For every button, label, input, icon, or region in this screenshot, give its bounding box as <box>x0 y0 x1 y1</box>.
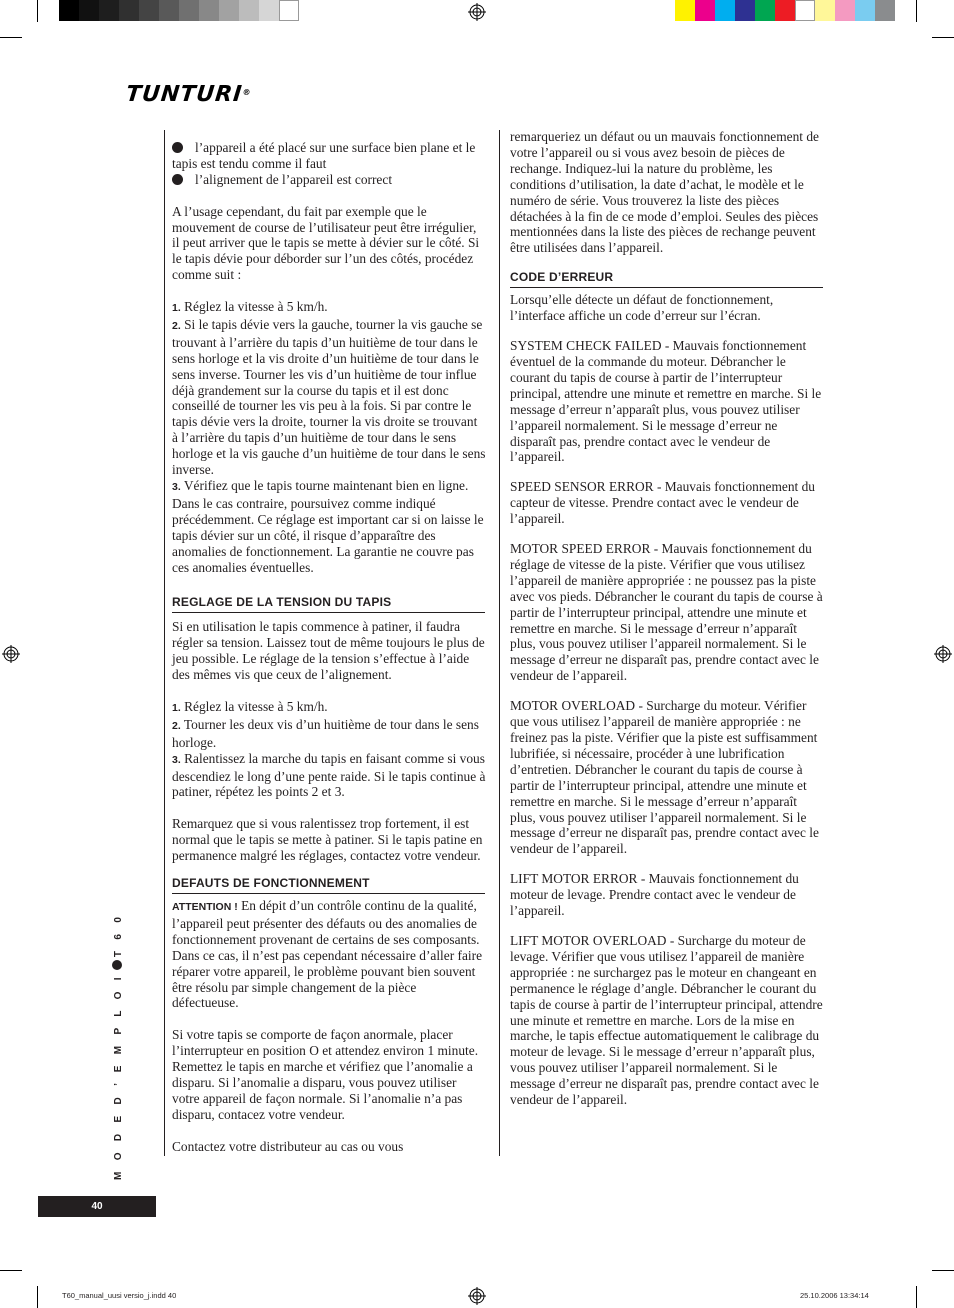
faults-contact: Contactez votre distributeur au cas ou vous <box>172 1138 404 1154</box>
color-swatch <box>715 0 735 21</box>
color-swatch <box>735 0 755 21</box>
section-heading-faults: DEFAUTS DE FONCTIONNEMENT <box>172 876 370 890</box>
error-code-item: MOTOR OVERLOAD - Surcharge du moteur. Vérifier que vous utilisez l’appareil de manière appropriée : ne freinez pas la piste. Vérifier que la piste est suffisamment lubrifiée, si nécessaire, procéder à une lubrification d’entretien. Débrancher le courant du tapis de course à partir de l’interrupteur principal, attendre une minute et remettre en marche. Si le message d’erreur n’apparaît plus, vous pouvez utiliser l’appareil normalement. Si le message d’erreur ne disparaît pas, prendre contact avec le vendeur de l’appareil. <box>510 698 819 857</box>
tension-step <box>172 717 486 751</box>
continued-paragraph: remarqueriez un défaut ou un mauvais fonctionnement de votre l’appareil ou si vous avez besoin de pièces de rechange. Indiquez-lui la nature du problème, les conditions d’utilisation, la date d’achat, le modèle et le numéro de série. Vous trouverez la liste des pièces détachées à la fin de ce mode d’emploi. Seules des pièces mentionnées dans la liste des pièces de rechange peuvent être utilisées dans l’appareil. <box>510 129 819 256</box>
error-code-item: MOTOR SPEED ERROR - Mauvais fonctionnement du réglage de vitesse de la piste. Vérifier que vous utilisez l’appareil de manière appropriée : ne poussez pas la piste avec vos pieds. Débrancher le courant du tapis de course à partir de l’interrupteur principal, attendre une minute et remettre en marche. Si le message d’erreur n’apparaît plus, vous pouvez utiliser l’appareil normalement. Si le message d’erreur ne disparaît pas, prendre contact avec le vendeur de l’appareil. <box>510 541 823 684</box>
footer-file-name: T60_manual_uusi versio_j.indd 40 <box>62 1291 177 1300</box>
heading-rule <box>510 287 823 288</box>
attention-label: ATTENTION ! <box>172 901 238 913</box>
side-label-model: T 6 0 <box>113 912 124 958</box>
error-code-item: LIFT MOTOR ERROR - Mauvais fonctionnement du moteur de levage. Prendre contact avec le vendeur de l’appareil. <box>510 871 799 919</box>
heading-rule <box>172 612 485 613</box>
color-swatch <box>279 0 299 21</box>
step-number: 3. <box>172 481 181 493</box>
section-heading-error-code: CODE D’ERREUR <box>510 270 614 285</box>
bullet-text: l’alignement de l’appareil est correct <box>195 171 393 187</box>
step-text: Réglez la vitesse à 5 km/h. <box>180 698 328 714</box>
page-number: 40 <box>38 1196 156 1217</box>
step-text: Vérifiez que le tapis tourne maintenant bien en ligne. Dans le cas contraire, poursuivez comme indiqué précédemment. Ce réglage est important car si on laisse le tapis dévier sur un côté, il risque d’apparaître des anomalies de fonctionnement. La garantie ne couvre pas ces anomalies éventuelles. <box>172 478 484 575</box>
color-swatch <box>239 0 259 21</box>
step-number: 3. <box>172 753 181 766</box>
error-intro: Lorsqu’elle détecte un défaut de fonctionnement, l’interface affiche un code d’erreur sur l’écran. <box>510 292 774 324</box>
bullet-item <box>172 140 486 172</box>
trademark-symbol: ® <box>242 88 253 97</box>
registration-mark-right <box>934 645 952 663</box>
footer-timestamp: 25.10.2006 13:34:14 <box>800 1291 869 1300</box>
color-swatch <box>795 0 815 21</box>
error-code-item: SYSTEM CHECK FAILED - Mauvais fonctionnement éventuel de la commande du moteur. Débrancher le courant du tapis de course à partir de l’interrupteur principal, attendre une minute et remettre en marche. Si le message d’erreur n’apparaît plus, vous pouvez utiliser l’appareil normalement. Si le message d’erreur ne disparaît pas, prendre contact avec le vendeur de l’appareil. <box>510 338 822 465</box>
bullet-dot <box>172 174 183 185</box>
step-number: 2. <box>172 719 181 732</box>
step-number: 2. <box>172 319 181 332</box>
tension-step <box>172 699 486 717</box>
left-column <box>172 140 486 1154</box>
step-text: Réglez la vitesse à 5 km/h. <box>180 299 328 315</box>
color-swatch <box>139 0 159 21</box>
color-swatch <box>179 0 199 21</box>
color-swatch <box>775 0 795 21</box>
color-swatch <box>855 0 875 21</box>
error-code-item: LIFT MOTOR OVERLOAD - Surcharge du moteur de levage. Vérifier que vous utilisez l’appareil de manière appropriée : ne surchargez pas le moteur en changeant en permanence le réglage d’angle. Débrancher le courant du tapis de course à partir de l’interrupteur principal, attendre une minute et remettre en marche. Lors de la mise en marche, le tapis effectue automatiquement le calibrage du moteur de levage. Si le message d’erreur n’apparaît plus, vous pouvez utiliser l’appareil normalement. Si le message d’erreur ne disparaît pas, prendre contact avec le vendeur de l’appareil. <box>510 932 823 1108</box>
step-number: 1. <box>172 302 181 315</box>
color-swatch <box>99 0 119 21</box>
bullet-text: l’appareil a été placé sur une surface bien plane et le tapis est tendu comme il faut <box>172 140 476 171</box>
step-number: 1. <box>172 701 181 714</box>
registration-mark-left <box>2 645 20 663</box>
section-heading-tension: REGLAGE DE LA TENSION DU TAPIS <box>172 595 392 610</box>
color-swatch <box>159 0 179 21</box>
color-swatch <box>199 0 219 21</box>
registration-mark-bottom <box>468 1287 486 1305</box>
tunturi-logo <box>125 84 253 106</box>
alignment-intro: A l’usage cependant, du fait par exemple que le mouvement de course de l’utilisateur peut être irrégulier, il peut arriver que le tapis se mette à dévier sur le côté. Si le tapis dévie pour déborder sur l’un des côtés, procédez comme suit : <box>172 203 480 283</box>
alignment-step <box>172 478 486 575</box>
color-swatch <box>835 0 855 21</box>
alignment-step <box>172 317 486 478</box>
color-swatch <box>79 0 99 21</box>
attention-text: En dépit d’un contrôle continu de la qualité, l’appareil peut présenter des défauts ou des anomalies de fonctionnement provenant de certains de ses composants. Dans ce cas, il n’est pas cependant nécessaire d’aller faire réparer votre appareil, le problème pouvant bien souvent être résolu par simple changement de la pièce défectueuse. <box>172 898 483 1011</box>
bullet-dot <box>172 142 183 153</box>
faults-paragraph: Si votre tapis se comporte de façon anormale, placer l’interrupteur en position O et attendez environ 1 minute. Remettez le tapis en marche et vérifiez que l’anomalie a disparu. Si l’anomalie a disparu, vous pouvez utiliser votre appareil de façon normale. Si l’anomalie n’a pas disparu, contacez votre vendeur. <box>172 1027 479 1122</box>
logo-text: TUNTURI <box>124 82 244 107</box>
color-swatch <box>755 0 775 21</box>
side-label-manual: M O D E D ’ E M P L O I <box>113 973 124 1180</box>
tension-intro: Si en utilisation le tapis commence à patiner, il faudra régler sa tension. Laissez tout de même toujours le plus de jeu possible. Le réglage de la tension s’effectue à l’aide des mêmes vis que ceux de l’alignement. <box>172 619 485 683</box>
tension-note: Remarquez que si vous ralentissez trop fortement, il est normal que le tapis se mette à patiner. Si le tapis patine en permanence malgré les réglages, contactez votre vendeur. <box>172 816 483 864</box>
heading-rule <box>172 893 485 894</box>
side-label-dot <box>112 960 122 970</box>
alignment-step <box>172 299 486 317</box>
left-column-rule <box>164 130 165 1156</box>
center-column-rule <box>499 130 500 1156</box>
color-swatch <box>219 0 239 21</box>
tension-step <box>172 751 486 801</box>
color-swatch <box>875 0 895 21</box>
step-text: Ralentissez la marche du tapis en faisant comme si vous descendiez le long d’une pente raide. Si le tapis continue à patiner, répétez les points 2 et 3. <box>172 750 486 800</box>
step-text: Si le tapis dévie vers la gauche, tourner la vis gauche se trouvant à l’arrière du tapis d’un huitième de tour dans le sens horloge et la vis droite d’un huitième de tour dans le sens inverse. Tourner les vis d’un huitième de tour influe déjà grandement sur la course du tapis et il est donc conseillé de tourner les vis peu à la fois. Si par contre le tapis dévie vers la droite, tourner la vis droite se trouvant à l’arrière du tapis d’un huitième de tour dans le sens horloge et la vis gauche d’un huitième de tour dans le sens inverse. <box>172 316 486 478</box>
error-code-item: SPEED SENSOR ERROR - Mauvais fonctionnement du capteur de vitesse. Prendre contact avec le vendeur de l’appareil. <box>510 479 816 527</box>
color-swatch <box>59 0 79 21</box>
bullet-item <box>172 172 486 188</box>
color-swatch <box>695 0 715 21</box>
right-column <box>510 129 824 1108</box>
attention-paragraph <box>172 898 486 1011</box>
color-swatch <box>119 0 139 21</box>
registration-mark-top <box>468 3 486 21</box>
side-running-label <box>112 912 132 1180</box>
color-swatch <box>675 0 695 21</box>
step-text: Tourner les deux vis d’un huitième de tour dans le sens horloge. <box>172 716 479 750</box>
color-swatch <box>815 0 835 21</box>
color-swatch <box>259 0 279 21</box>
